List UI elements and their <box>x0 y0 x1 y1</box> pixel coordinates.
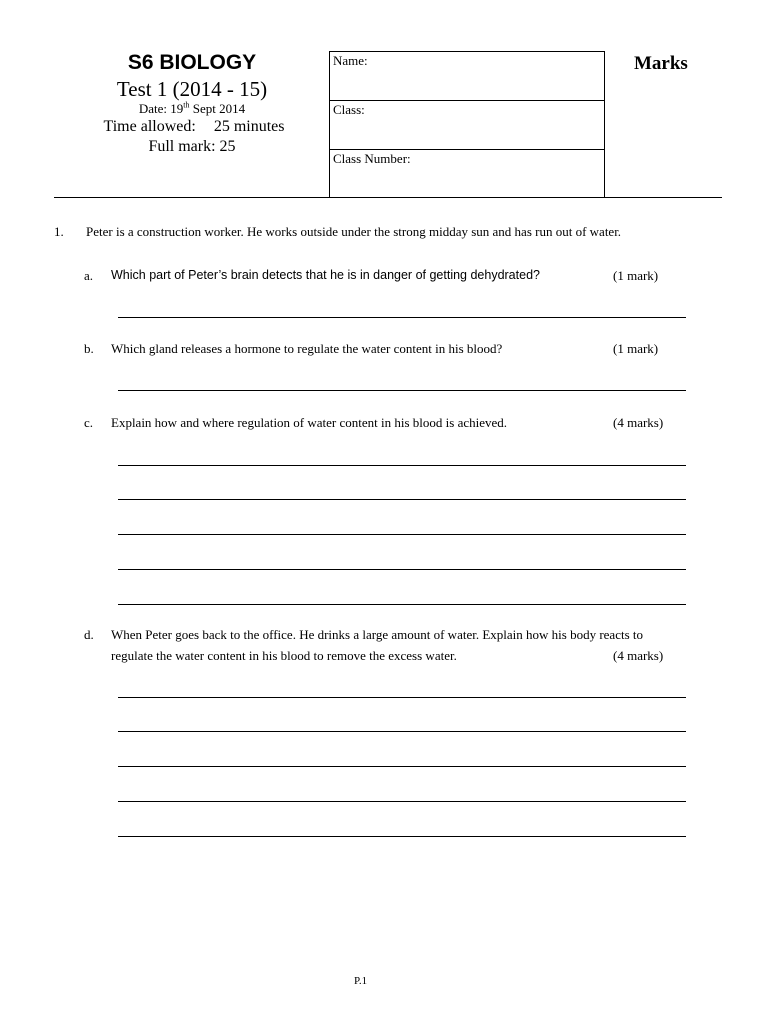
class-label: Class: <box>333 102 365 117</box>
part-a-marks: (1 mark) <box>613 268 659 283</box>
student-info-box <box>329 51 605 197</box>
date-rest: Sept 2014 <box>189 101 246 116</box>
part-a-letter: a. <box>84 268 94 283</box>
class-number-label: Class Number: <box>333 151 411 166</box>
part-b-marks: (1 mark) <box>613 341 659 356</box>
answer-line[interactable] <box>118 731 686 732</box>
marks-heading: Marks <box>634 53 688 74</box>
part-d-letter: d. <box>84 627 94 642</box>
answer-line[interactable] <box>118 766 686 767</box>
part-d-question-line2: regulate the water content in his blood to remove the excess water. <box>111 648 457 663</box>
time-label: Time allowed: <box>103 118 196 135</box>
part-c-letter: c. <box>84 415 94 430</box>
part-d-marks: (4 marks) <box>613 648 664 663</box>
part-c-question: Explain how and where regulation of water content in his blood is achieved. <box>111 415 508 430</box>
time-value: 25 minutes <box>213 118 285 135</box>
subject-title: S6 BIOLOGY <box>127 51 257 74</box>
date-ordinal: th <box>183 100 190 110</box>
answer-line[interactable] <box>118 697 686 698</box>
part-d-question-line1: When Peter goes back to the office. He drinks a large amount of water. Explain how his body reacts to <box>111 627 644 642</box>
question-stem: Peter is a construction worker. He works outside under the strong midday sun and has run out of water. <box>86 224 622 239</box>
name-field[interactable] <box>330 52 604 101</box>
question-number: 1. <box>54 224 64 239</box>
answer-line[interactable] <box>118 499 686 500</box>
test-date <box>92 101 292 117</box>
full-mark: Full mark: 25 <box>148 138 236 155</box>
part-b-question: Which gland releases a hormone to regulate the water content in his blood? <box>111 341 503 356</box>
answer-line[interactable] <box>118 317 686 318</box>
class-number-field[interactable] <box>330 150 604 198</box>
answer-line[interactable] <box>118 390 686 391</box>
answer-line[interactable] <box>118 465 686 466</box>
answer-line[interactable] <box>118 801 686 802</box>
part-b-letter: b. <box>84 341 94 356</box>
answer-line[interactable] <box>118 836 686 837</box>
name-label: Name: <box>333 53 368 68</box>
answer-line[interactable] <box>118 604 686 605</box>
class-field[interactable] <box>330 101 604 150</box>
part-c-marks: (4 marks) <box>613 415 664 430</box>
time-allowed <box>84 117 304 137</box>
date-prefix: Date: 19 <box>138 101 184 116</box>
answer-line[interactable] <box>118 569 686 570</box>
page-number: P.1 <box>354 975 368 987</box>
header-divider <box>54 197 722 198</box>
answer-line[interactable] <box>118 534 686 535</box>
part-a-question: Which part of Peter’s brain detects that he is in danger of getting dehydrated? <box>111 268 540 282</box>
test-title: Test 1 (2014 - 15) <box>116 77 268 101</box>
